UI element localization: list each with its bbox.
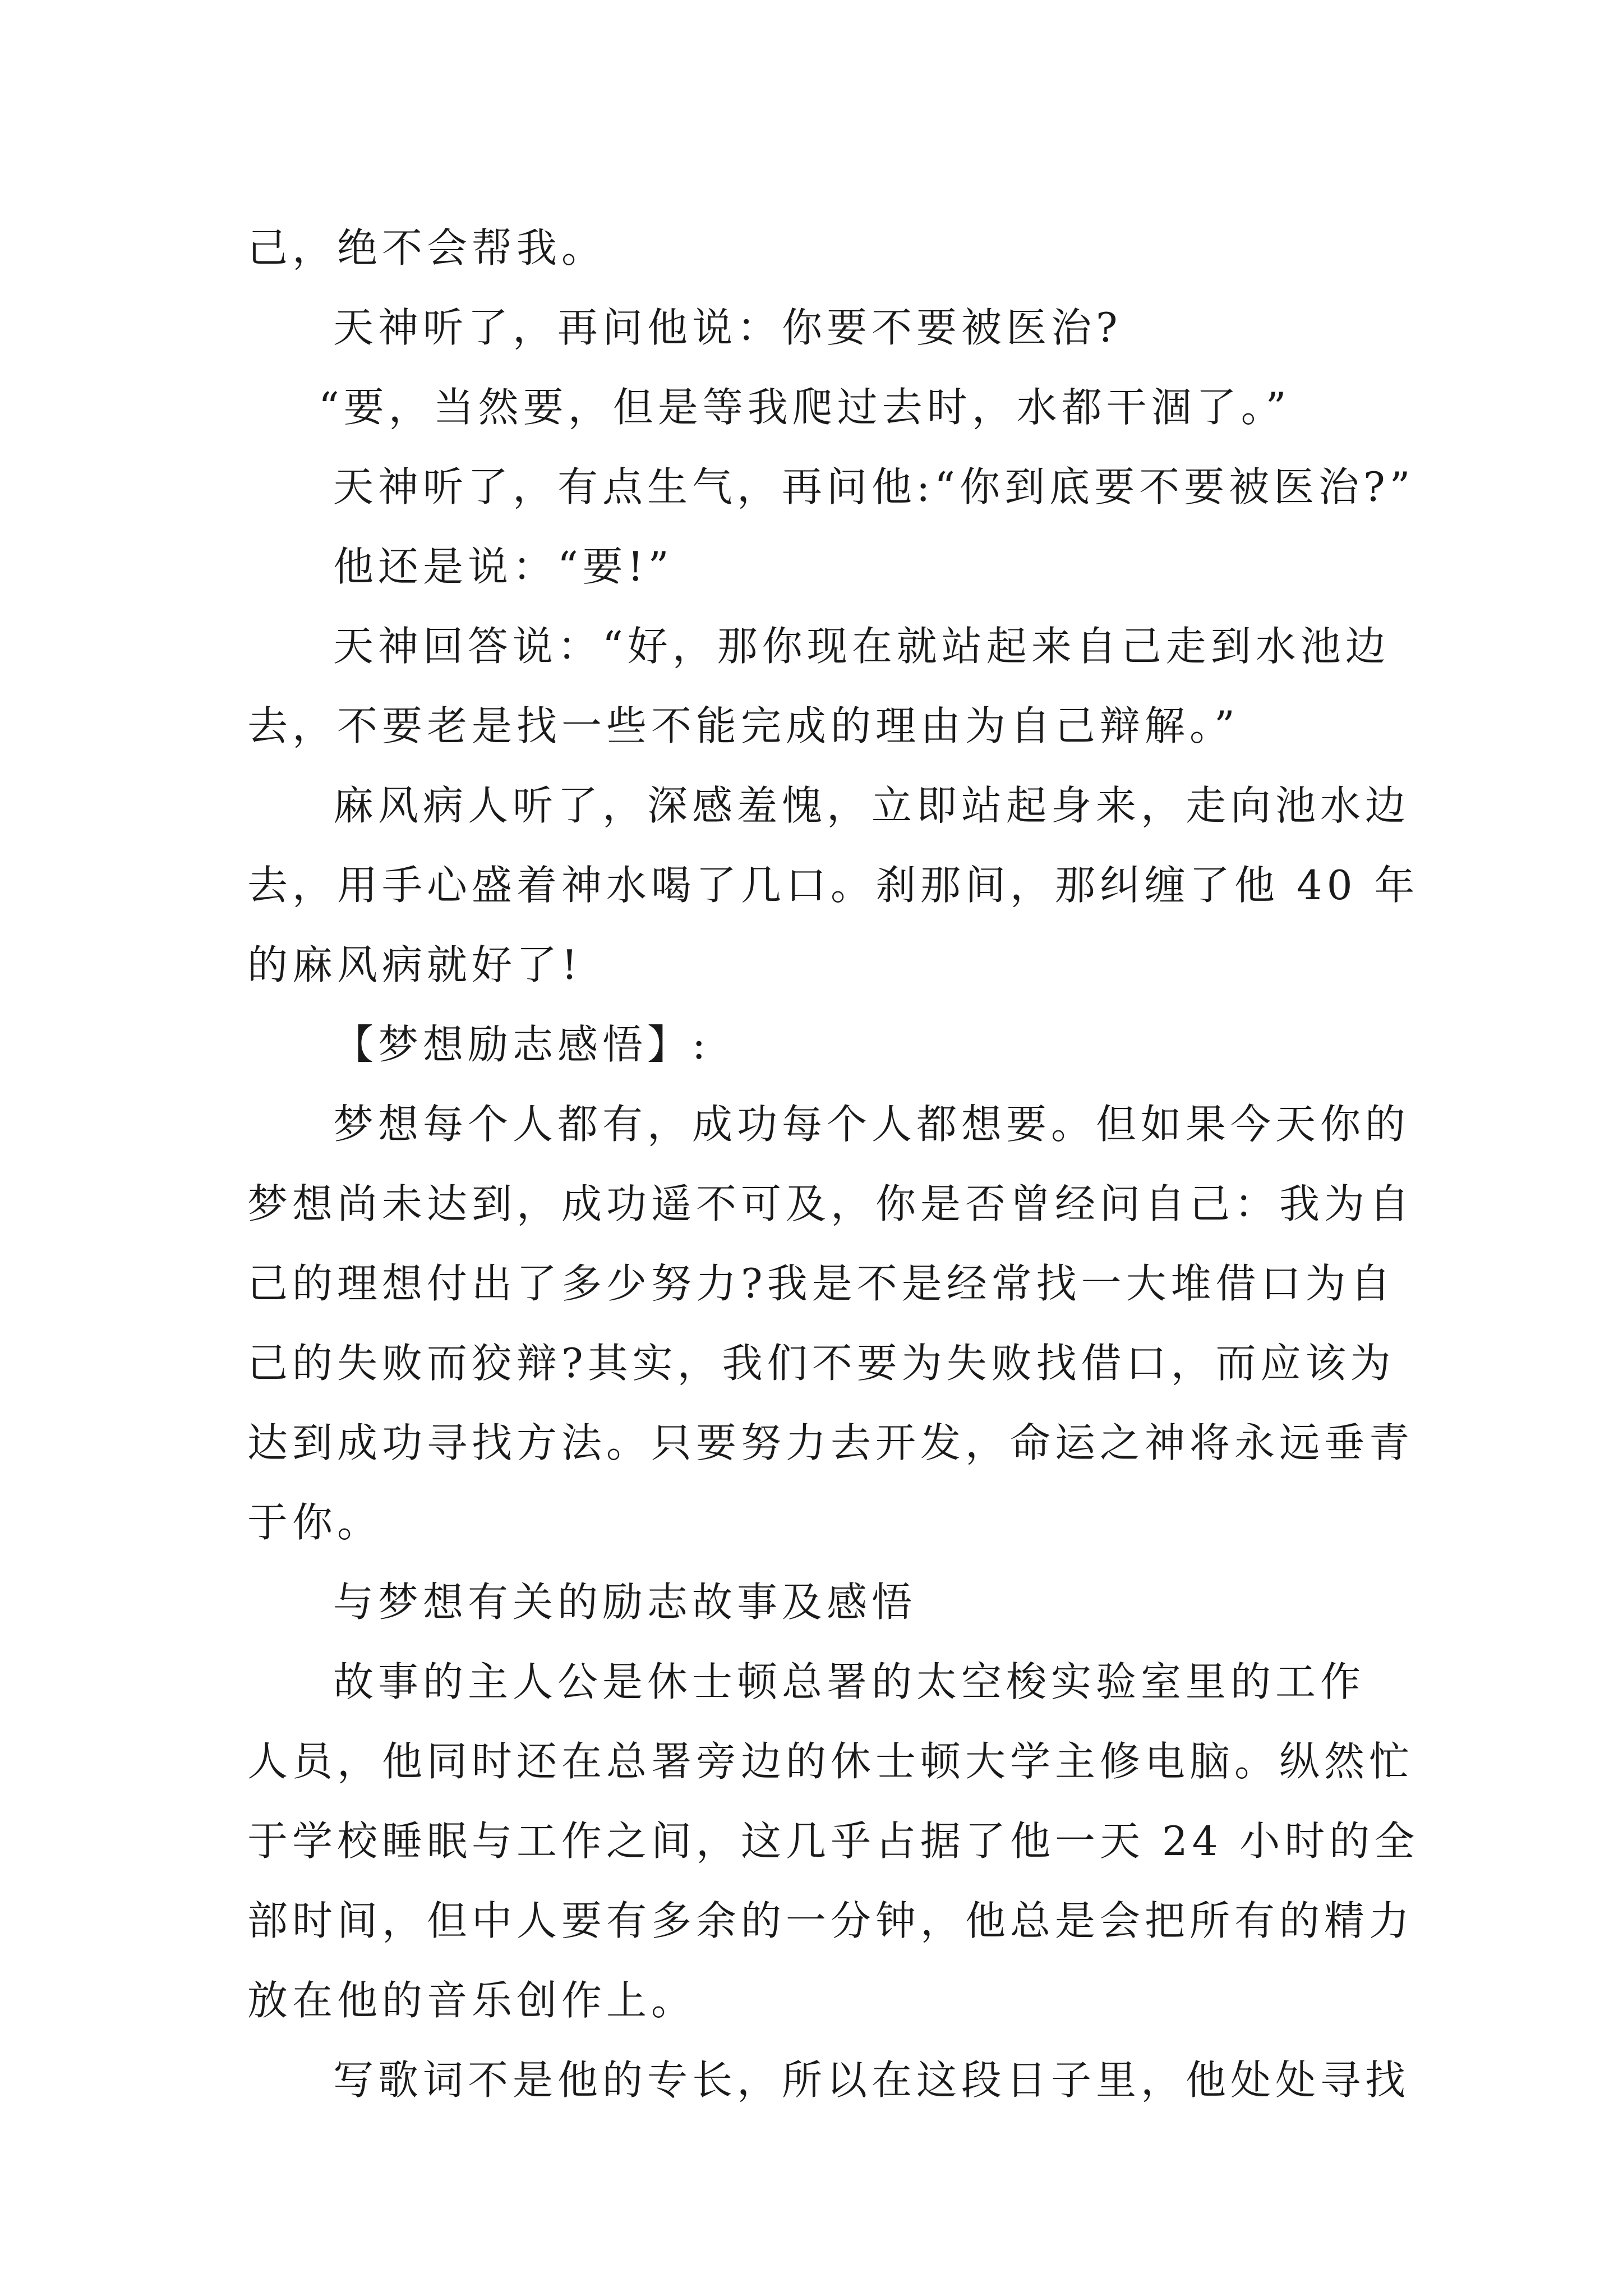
text-line: 梦想尚未达到，成功遥不可及，你是否曾经问自己：我为自 (247, 1180, 1414, 1227)
text-line: 己的失败而狡辩?其实，我们不要为失败找借口，而应该为 (247, 1340, 1395, 1387)
section-title: 与梦想有关的励志故事及感悟 (333, 1579, 917, 1626)
text-line: 己，绝不会帮我。 (247, 224, 607, 272)
text-line: 于学校睡眠与工作之间，这几乎占据了他一天 24 小时的全 (247, 1818, 1419, 1865)
text-line: 去，不要老是找一些不能完成的理由为自己辩解。” (247, 702, 1239, 749)
text-line: 故事的主人公是休士顿总署的太空梭实验室里的工作 (333, 1658, 1366, 1705)
text-line: 人员，他同时还在总署旁边的休士顿大学主修电脑。纵然忙 (247, 1738, 1414, 1785)
text-line: 天神听了，有点生气，再问他:“你到底要不要被医治?” (333, 463, 1415, 510)
text-line: 于你。 (247, 1499, 382, 1546)
text-line: 写歌词不是他的专长，所以在这段日子里，他处处寻找 (333, 2056, 1410, 2104)
section-heading: 【梦想励志感悟】: (333, 1021, 711, 1068)
text-line: 梦想每个人都有，成功每个人都想要。但如果今天你的 (333, 1101, 1410, 1148)
text-line: 放在他的音乐创作上。 (247, 1977, 697, 2024)
text-line: 的麻风病就好了! (247, 941, 582, 988)
text-line: “要，当然要，但是等我爬过去时，水都干涸了。” (319, 384, 1291, 431)
text-line: 天神回答说：“好，那你现在就站起来自己走到水池边 (333, 623, 1390, 670)
text-line: 麻风病人听了，深感羞愧，立即站起身来，走向池水边 (333, 782, 1410, 829)
text-line: 去，用手心盛着神水喝了几口。刹那间，那纠缠了他 40 年 (247, 862, 1419, 909)
text-line: 达到成功寻找方法。只要努力去开发，命运之神将永远垂青 (247, 1419, 1414, 1466)
text-line: 部时间，但中人要有多余的一分钟，他总是会把所有的精力 (247, 1897, 1414, 1944)
text-line: 他还是说：“要!” (333, 543, 674, 590)
text-line: 己的理想付出了多少努力?我是不是经常找一大堆借口为自 (247, 1260, 1395, 1307)
text-line: 天神听了，再问他说：你要不要被医治? (333, 304, 1122, 351)
